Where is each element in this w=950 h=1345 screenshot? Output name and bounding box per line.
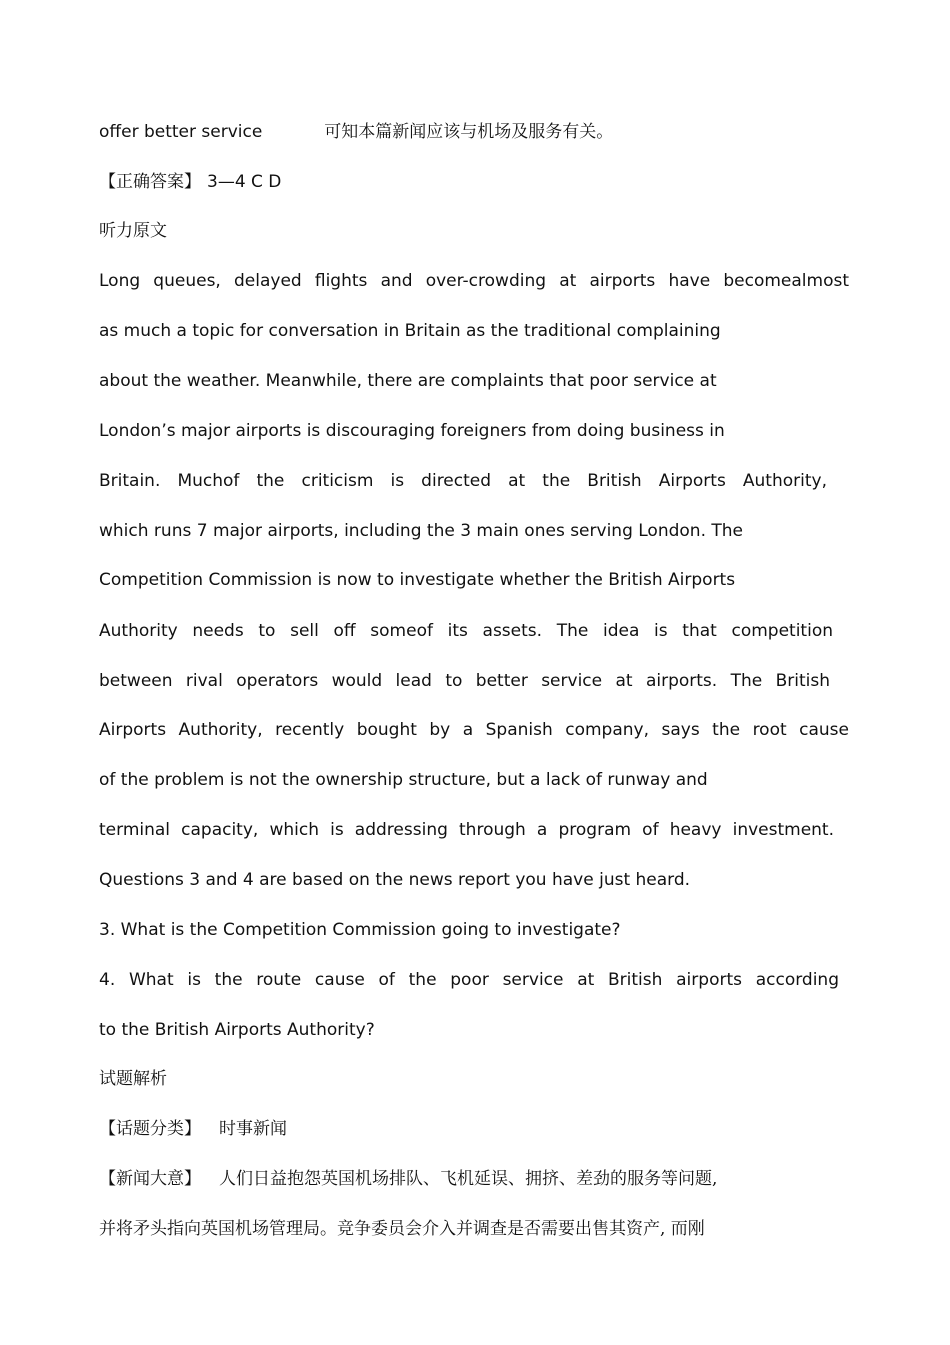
transcript-line: of the problem is not the ownership structure, but a lack of runway and [99, 770, 708, 790]
question-4: 4. What is the route cause of the poor service at British airports according [99, 970, 839, 990]
transcript-heading: 听力原文 [99, 221, 167, 241]
summary-line [99, 1168, 717, 1190]
transcript-line: Britain. Muchof the criticism is directed at the British Airports Authority, [99, 471, 827, 491]
transcript-line: as much a topic for conversation in Britain as the traditional complaining [99, 321, 721, 341]
intro-line [99, 121, 613, 143]
topic-label: 【话题分类】 [99, 1119, 201, 1139]
transcript-line: about the weather. Meanwhile, there are complaints that poor service at [99, 371, 717, 391]
analysis-heading: 试题解析 [99, 1069, 167, 1089]
topic-line [99, 1118, 287, 1140]
transcript-line: terminal capacity, which is addressing through a program of heavy investment. [99, 820, 834, 840]
answer-value: 3—4 C D [207, 172, 282, 192]
answer-label: 【正确答案】 [99, 172, 201, 192]
question-4-continued: to the British Airports Authority? [99, 1020, 375, 1040]
transcript-line: between rival operators would lead to better service at airports. The British [99, 671, 830, 691]
topic-value: 时事新闻 [219, 1119, 287, 1139]
transcript-line: Questions 3 and 4 are based on the news report you have just heard. [99, 870, 691, 890]
summary-label: 【新闻大意】 [99, 1169, 201, 1189]
transcript-line: Airports Authority, recently bought by a Spanish company, says the root cause [99, 720, 849, 740]
intro-english: offer better service [99, 122, 263, 142]
answer-line [99, 171, 281, 193]
summary-text: 人们日益抱怨英国机场排队、飞机延误、拥挤、差劲的服务等问题, [219, 1169, 718, 1189]
intro-chinese: 可知本篇新闻应该与机场及服务有关。 [324, 122, 614, 142]
transcript-line: Authority needs to sell off someof its assets. The idea is that competition [99, 621, 833, 641]
summary-line: 并将矛头指向英国机场管理局。竞争委员会介入并调查是否需要出售其资产, 而刚 [99, 1219, 705, 1239]
transcript-line: which runs 7 major airports, including the 3 main ones serving London. The [99, 521, 743, 541]
transcript-line: Competition Commission is now to investigate whether the British Airports [99, 570, 736, 590]
transcript-line: London’s major airports is discouraging foreigners from doing business in [99, 421, 725, 441]
question-3: 3. What is the Competition Commission going to investigate? [99, 920, 621, 940]
transcript-line: Long queues, delayed flights and over-crowding at airports have becomealmost [99, 271, 849, 291]
